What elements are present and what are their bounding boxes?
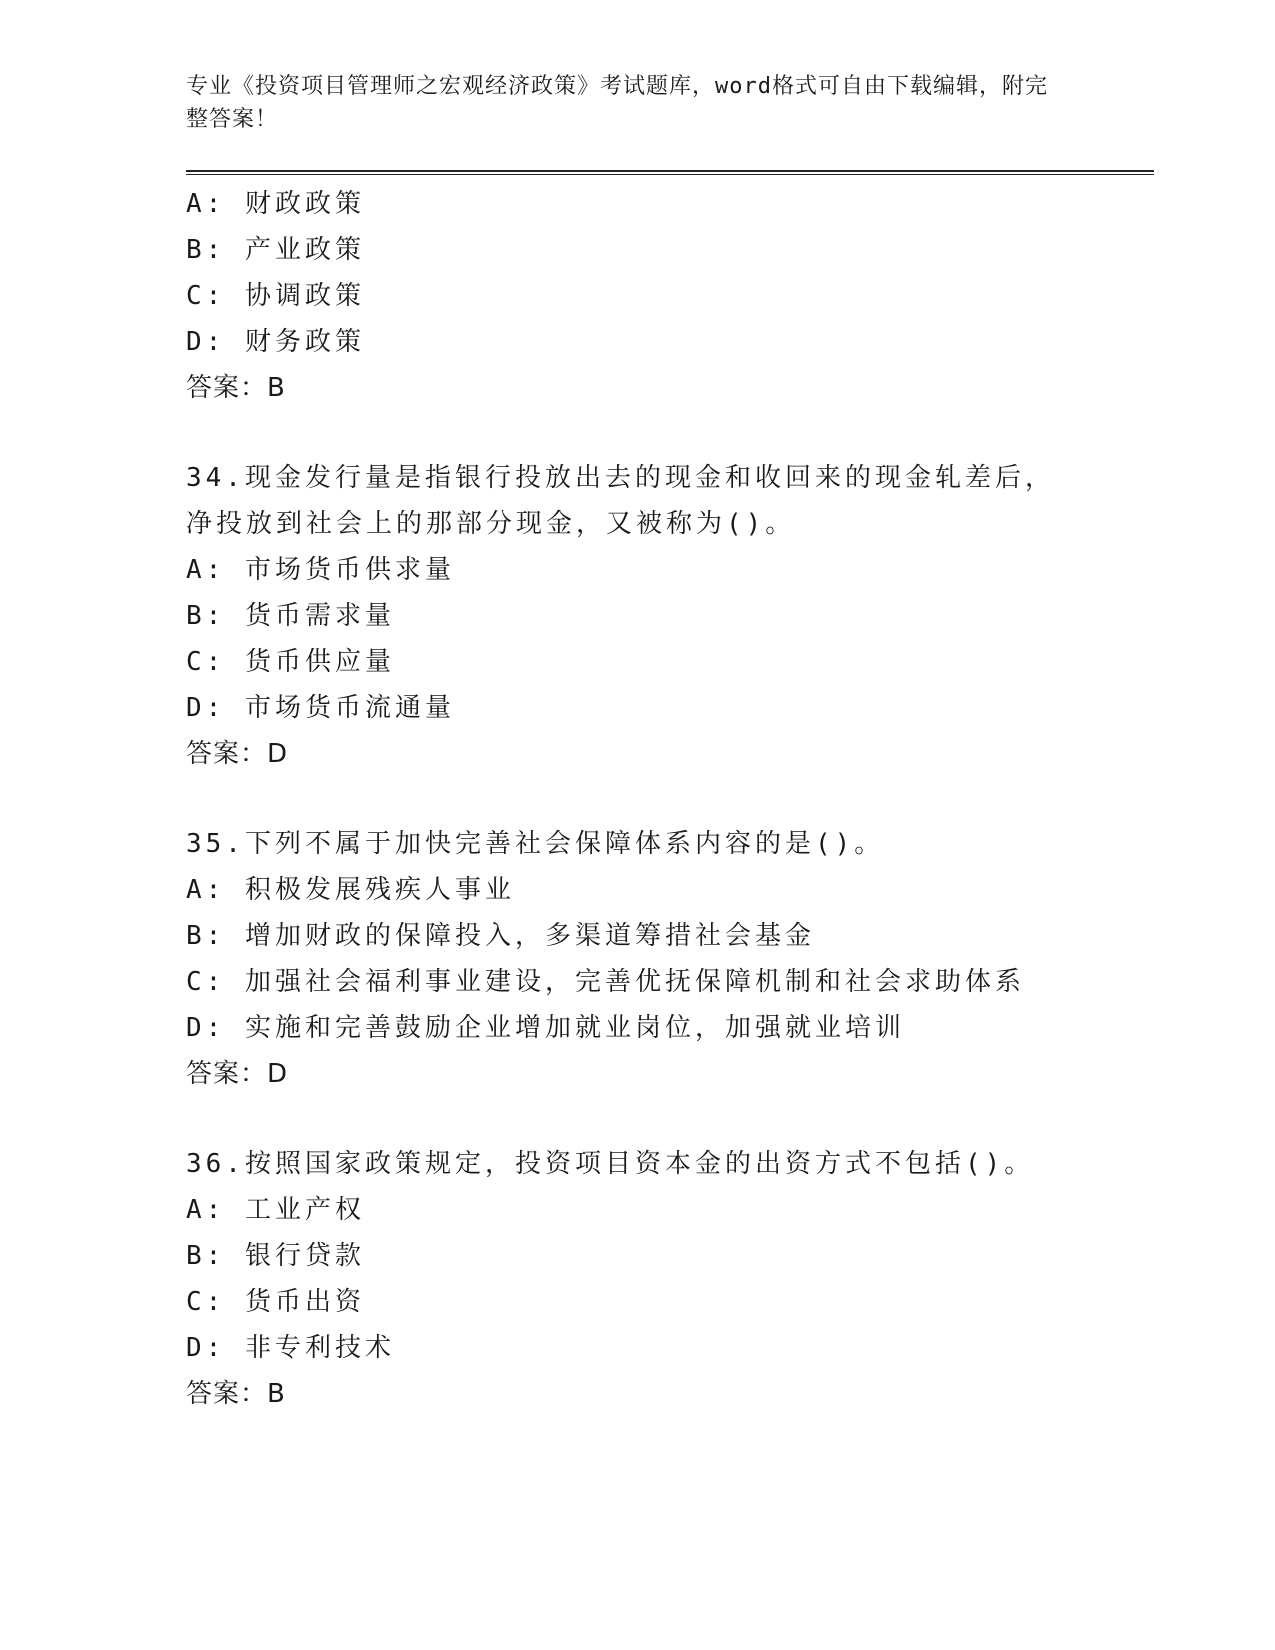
option-d: D: 财务政策 [186, 327, 365, 357]
question-text: 36.按照国家政策规定，投资项目资本金的出资方式不包括()。 [186, 1149, 1035, 1179]
option-b: B: 增加财政的保障投入，多渠道筹措社会基金 [186, 921, 815, 951]
option-a: A: 积极发展残疾人事业 [186, 875, 515, 905]
spacer [186, 1097, 1146, 1141]
option-c: C: 加强社会福利事业建设，完善优抚保障机制和社会求助体系 [186, 967, 1025, 997]
option-b: B: 银行贷款 [186, 1241, 365, 1271]
spacer [186, 777, 1146, 821]
option-c: C: 货币供应量 [186, 647, 395, 677]
question-33 [186, 181, 1146, 411]
answer-35: 答案：D [186, 1059, 289, 1089]
question-34 [186, 455, 1146, 777]
spacer [186, 411, 1146, 455]
question-text: 34.现金发行量是指银行投放出去的现金和收回来的现金轧差后，净投放到社会上的那部分现金，又被称为()。 [186, 463, 1055, 539]
option-a: A: 市场货币供求量 [186, 555, 455, 585]
question-text: 35.下列不属于加快完善社会保障体系内容的是()。 [186, 829, 885, 859]
option-a: A: 工业产权 [186, 1195, 365, 1225]
question-35 [186, 821, 1146, 1097]
question-36 [186, 1141, 1146, 1417]
option-b: B: 货币需求量 [186, 601, 395, 631]
option-a: A: 财政政策 [186, 189, 365, 219]
option-d: D: 市场货币流通量 [186, 693, 455, 723]
header-intro: 专业《投资项目管理师之宏观经济政策》考试题库，word格式可自由下载编辑，附完整答案！ [186, 74, 1048, 132]
answer-34: 答案：D [186, 739, 289, 769]
header-divider [186, 170, 1154, 175]
answer-36: 答案：B [186, 1379, 286, 1409]
option-d: D: 实施和完善鼓励企业增加就业岗位，加强就业培训 [186, 1013, 905, 1043]
answer-33: 答案：B [186, 373, 286, 403]
document-page [186, 70, 1146, 1417]
option-c: C: 货币出资 [186, 1287, 365, 1317]
option-d: D: 非专利技术 [186, 1333, 395, 1363]
option-c: C: 协调政策 [186, 281, 365, 311]
option-b: B: 产业政策 [186, 235, 365, 265]
